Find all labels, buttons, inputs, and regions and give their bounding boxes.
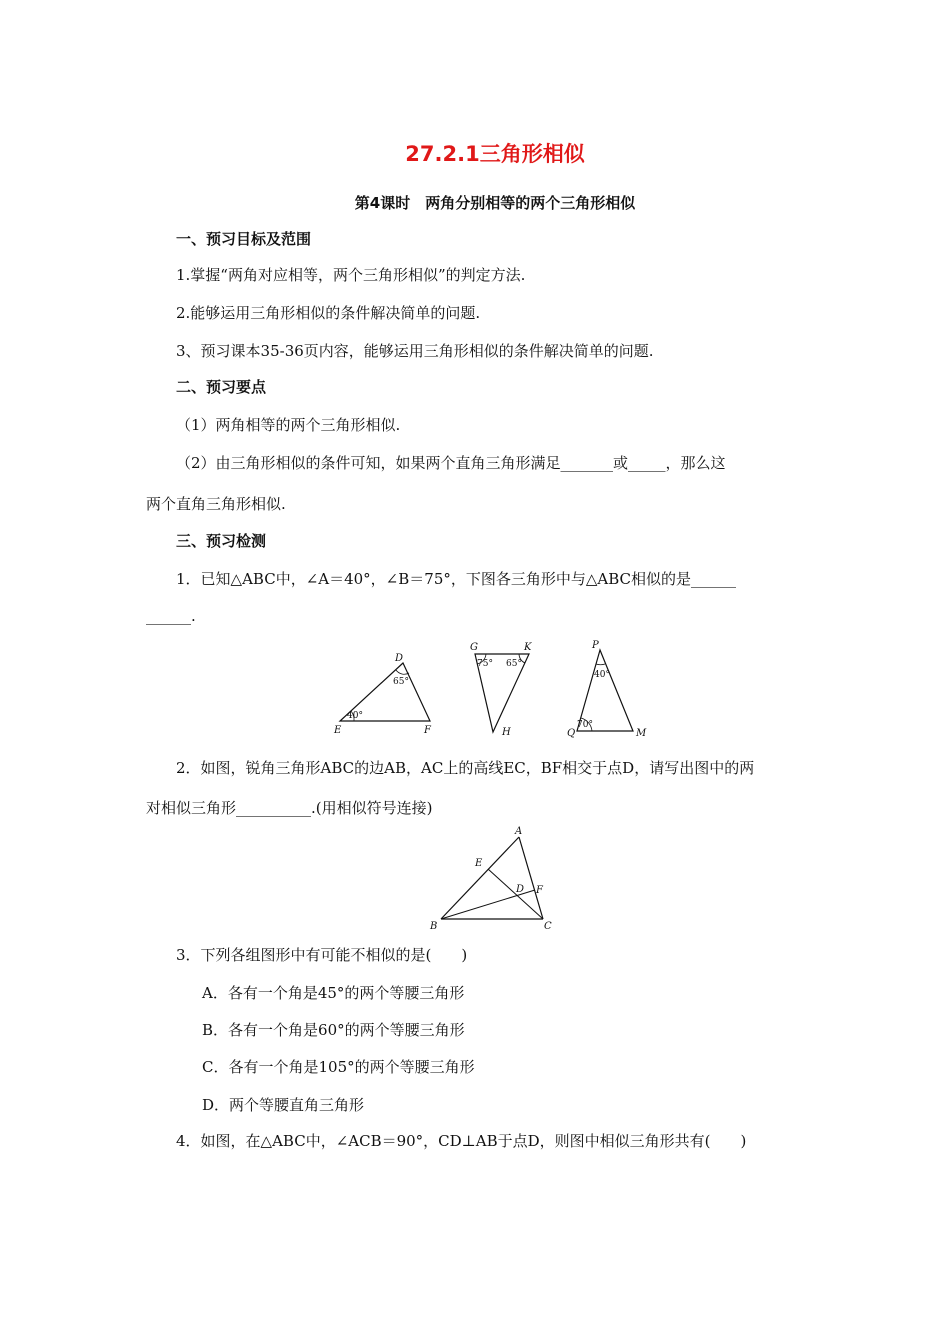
label-f: F bbox=[536, 885, 543, 896]
label-f: F bbox=[424, 725, 431, 736]
question-2-line-2: 对相似三角形__________.(用相似符号连接) bbox=[146, 799, 433, 817]
label-k: K bbox=[524, 642, 532, 653]
label-e: E bbox=[334, 725, 342, 736]
label-a: A bbox=[515, 826, 523, 837]
keypoint-item-2-cont: 两个直角三角形相似. bbox=[146, 495, 286, 513]
label-p: P bbox=[592, 640, 599, 651]
angle-e-40: 40° bbox=[347, 711, 363, 721]
label-c: C bbox=[544, 921, 552, 932]
question-3-option-d: D．两个等腰直角三角形 bbox=[202, 1096, 365, 1114]
triangle-pqm bbox=[577, 650, 633, 731]
keypoint-item-1: （1）两角相等的两个三角形相似. bbox=[176, 416, 401, 434]
label-h: H bbox=[502, 727, 511, 738]
question-3-option-c: C．各有一个角是105°的两个等腰三角形 bbox=[202, 1058, 475, 1076]
angle-p-40: 40° bbox=[594, 670, 610, 680]
question-3-option-a: A．各有一个角是45°的两个等腰三角形 bbox=[202, 984, 465, 1002]
section-heading-1: 一、预习目标及范围 bbox=[176, 230, 312, 248]
question-1-line-1: 1．已知△ABC中，∠A＝40°，∠B＝75°，下图各三角形中与△ABC相似的是______ bbox=[176, 570, 737, 588]
document-title: 27.2.1三角形相似 bbox=[405, 142, 585, 166]
question-1-line-2: ______. bbox=[146, 607, 196, 625]
figure-three-triangles bbox=[330, 635, 710, 740]
angle-k-65: 65° bbox=[506, 659, 522, 669]
angle-g-75: 75° bbox=[477, 659, 493, 669]
section-heading-3: 三、预习检测 bbox=[176, 532, 267, 550]
question-2-line-1: 2．如图，锐角三角形ABC的边AB，AC上的高线EC，BF相交于点D，请写出图中的两 bbox=[176, 759, 755, 777]
label-d: D bbox=[516, 884, 525, 895]
question-4-stem: 4．如图，在△ABC中，∠ACB＝90°，CD⊥AB于点D，则图中相似三角形共有( ) bbox=[176, 1132, 747, 1150]
angle-arc-p bbox=[596, 664, 605, 665]
goal-item-1: 1.掌握“两角对应相等，两个三角形相似”的判定方法. bbox=[176, 266, 526, 284]
question-3-option-b: B．各有一个角是60°的两个等腰三角形 bbox=[202, 1021, 465, 1039]
label-b: B bbox=[430, 921, 438, 932]
question-3-stem: 3．下列各组图形中有可能不相似的是( ) bbox=[176, 946, 468, 964]
label-d: D bbox=[395, 653, 404, 664]
section-heading-2: 二、预习要点 bbox=[176, 378, 267, 396]
angle-d-65: 65° bbox=[393, 677, 409, 687]
goal-item-2: 2.能够运用三角形相似的条件解决简单的问题. bbox=[176, 304, 481, 322]
side-ac bbox=[519, 837, 543, 919]
lesson-subtitle: 第4课时 两角分别相等的两个三角形相似 bbox=[354, 194, 636, 212]
label-g: G bbox=[470, 642, 478, 653]
label-q: Q bbox=[567, 728, 576, 739]
label-m: M bbox=[636, 728, 647, 739]
angle-q-70: 70° bbox=[577, 720, 593, 730]
figure-acute-triangle-altitudes bbox=[420, 822, 570, 934]
label-e: E bbox=[475, 858, 483, 869]
goal-item-3: 3、预习课本35-36页内容，能够运用三角形相似的条件解决简单的问题. bbox=[176, 342, 654, 360]
keypoint-item-2: （2）由三角形相似的条件可知，如果两个直角三角形满足_______或_____，那么这 bbox=[176, 454, 726, 472]
